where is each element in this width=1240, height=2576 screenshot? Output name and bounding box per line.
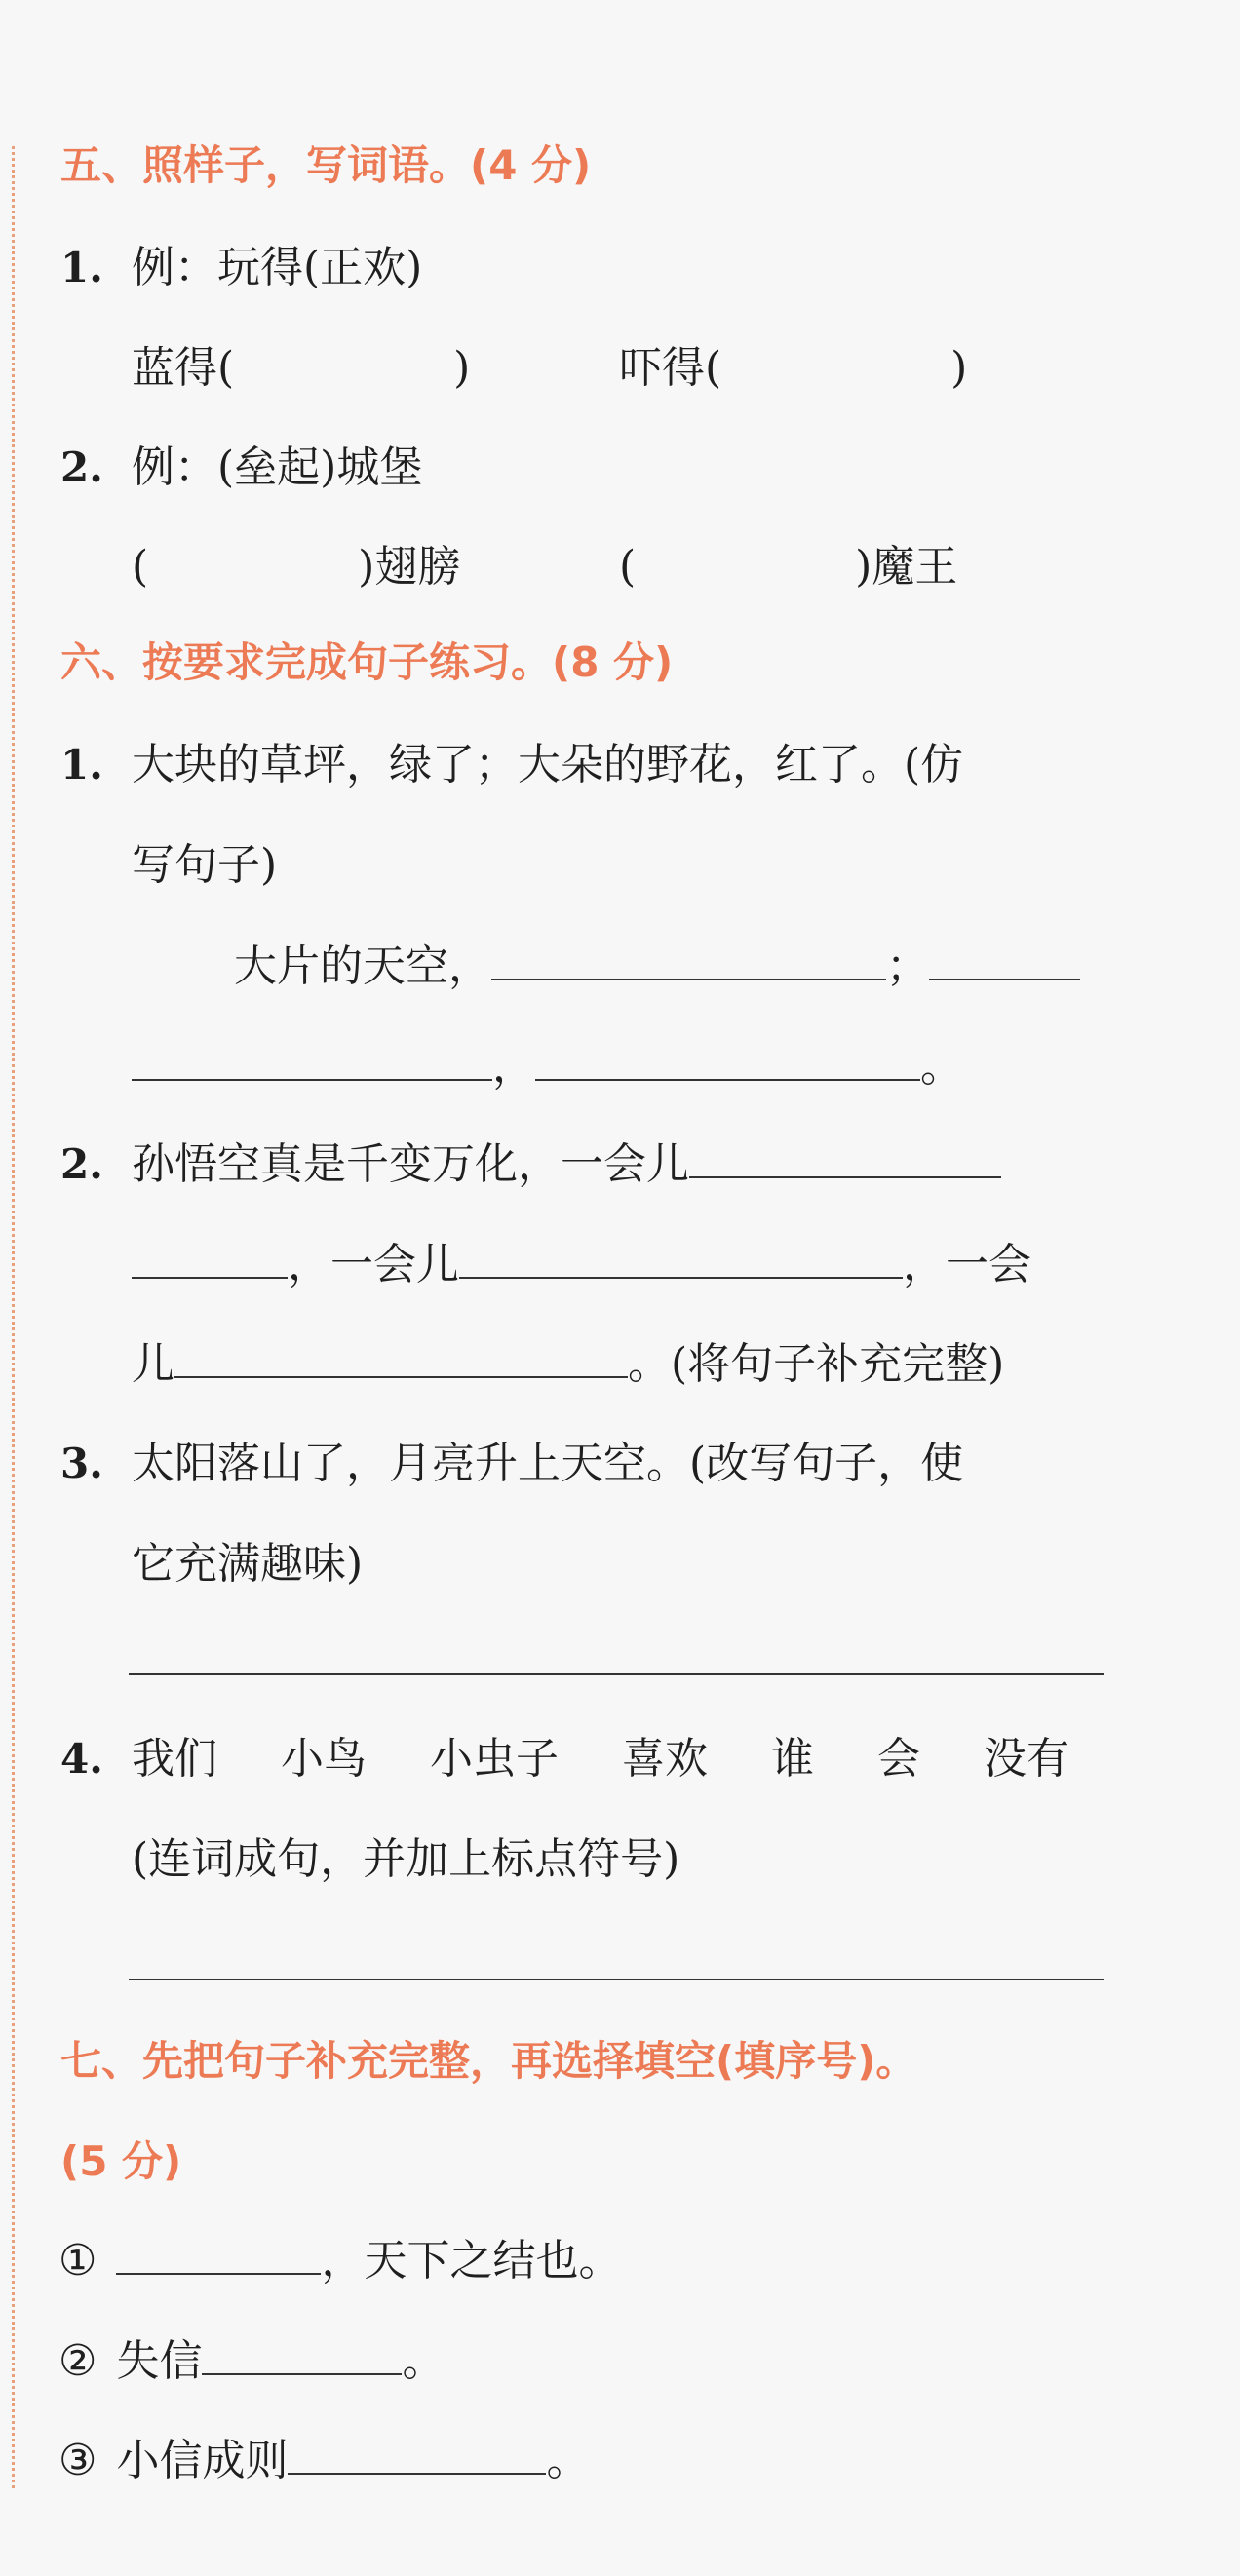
answer-blank[interactable]: [132, 1044, 492, 1081]
question-text: 它充满趣味): [132, 1539, 364, 1589]
word-item: 小鸟: [281, 1734, 367, 1784]
answer-blank[interactable]: [491, 943, 886, 980]
answer-blank[interactable]: [132, 1242, 288, 1279]
example-text: 例：玩得(正欢): [132, 243, 423, 292]
circled-number: ③: [58, 2436, 97, 2485]
period: 。: [920, 1042, 963, 1092]
answer-blank[interactable]: [535, 1044, 920, 1081]
word-item: 谁: [771, 1734, 814, 1784]
fill-item-1: [58, 2232, 621, 2290]
word-bank: [132, 1730, 1069, 1788]
fill-line: [234, 938, 1080, 996]
answer-line[interactable]: [129, 1979, 1104, 1980]
question-text: ，一会儿: [288, 1240, 459, 1289]
bracket-close: )魔王: [855, 542, 958, 592]
section-6-title: 六、按要求完成句子练习。(8 分): [60, 638, 674, 686]
word-item: 喜欢: [622, 1734, 708, 1784]
answer-line[interactable]: [129, 1673, 1104, 1675]
bracket-close: )翅膀: [358, 542, 461, 592]
question-text: 。(将句子补充完整): [628, 1339, 1005, 1389]
fill-pair-1: [132, 339, 470, 398]
answer-blank[interactable]: [288, 2438, 546, 2475]
fill-pair-3: [132, 538, 460, 596]
fill-item-2: [58, 2332, 445, 2391]
fill-line: [132, 1335, 1004, 1394]
question-note: (连词成句，并加上标点符号): [132, 1834, 680, 1884]
question-number: 4.: [60, 1735, 103, 1783]
question-number: 2.: [60, 1140, 103, 1188]
question-text: 儿: [132, 1339, 174, 1389]
fill-pair-2: [619, 339, 967, 398]
period: 。: [402, 2336, 446, 2386]
question-number: 3.: [60, 1440, 103, 1487]
word-item: 小虫子: [430, 1734, 559, 1784]
item-text: 失信: [116, 2336, 203, 2386]
example-text: 例：(垒起)城堡: [132, 442, 423, 492]
circled-number: ①: [58, 2236, 97, 2286]
bracket-close: ): [453, 343, 471, 393]
answer-blank[interactable]: [174, 1341, 628, 1378]
circled-number: ②: [58, 2336, 97, 2386]
bracket-open: (: [619, 542, 637, 592]
fill-line: [132, 1236, 1031, 1294]
answer-blank[interactable]: [689, 1141, 1001, 1178]
prompt-text: 大片的天空，: [234, 942, 491, 991]
section-7-score: (5 分): [60, 2137, 182, 2185]
question-text: ，一会: [903, 1240, 1031, 1289]
fill-line: [132, 1038, 963, 1096]
bracket-open: 蓝得(: [132, 343, 235, 393]
answer-blank[interactable]: [459, 1242, 903, 1279]
question-text: 大块的草坪，绿了；大朵的野花，红了。(仿: [132, 740, 964, 789]
fill-line: [132, 1135, 1001, 1194]
fill-item-3: [58, 2432, 589, 2490]
answer-blank[interactable]: [202, 2338, 402, 2375]
item-text: 小信成则: [116, 2436, 289, 2485]
question-number: 1.: [60, 741, 103, 788]
word-item: 会: [877, 1734, 920, 1784]
item-text: ，天下之结也。: [321, 2236, 622, 2286]
question-text: 太阳落山了，月亮升上天空。(改写句子，使: [132, 1439, 964, 1488]
answer-blank[interactable]: [929, 943, 1080, 980]
question-number: 1.: [60, 244, 103, 291]
question-text: 孙悟空真是千变万化，一会儿: [132, 1139, 689, 1189]
section-7-title: 七、先把句子补充完整，再选择填空(填序号)。: [60, 2037, 917, 2085]
margin-dotted-line: [12, 146, 15, 2488]
word-item: 没有: [984, 1734, 1069, 1784]
semicolon: ；: [886, 942, 929, 991]
bracket-open: 吓得(: [619, 343, 722, 393]
question-number: 2.: [60, 443, 103, 491]
comma: ，: [492, 1042, 535, 1092]
word-item: 我们: [132, 1734, 217, 1784]
question-text: 写句子): [132, 840, 278, 890]
bracket-close: ): [950, 343, 968, 393]
period: 。: [546, 2436, 590, 2485]
section-5-title: 五、照样子，写词语。(4 分): [60, 141, 592, 189]
fill-pair-4: [619, 538, 957, 596]
bracket-open: (: [132, 542, 149, 592]
answer-blank[interactable]: [116, 2238, 321, 2275]
